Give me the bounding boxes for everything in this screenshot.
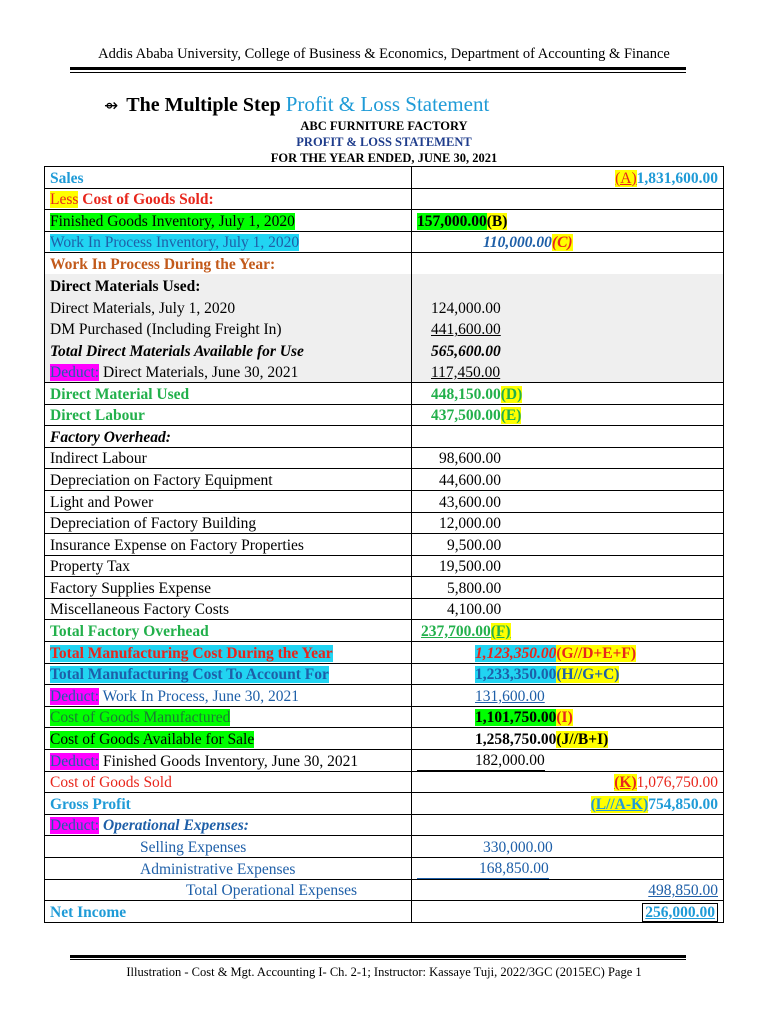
foh-item-label: Miscellaneous Factory Costs <box>50 601 230 619</box>
cogm-value: 1,101,750.00 <box>475 709 557 727</box>
wip-close-label: Work In Process, June 30, 2021 <box>99 687 300 705</box>
row-foh-item <box>45 598 724 620</box>
admin-label: Administrative Expenses <box>140 860 296 878</box>
dl-label: Direct Labour <box>50 407 145 425</box>
wip-close-value: 131,600.00 <box>475 687 545 705</box>
fg-open-tag: (B) <box>486 212 508 230</box>
row-admin <box>45 858 724 880</box>
dm-available-value: 565,600.00 <box>431 342 501 360</box>
statement-name: PROFIT & LOSS STATEMENT <box>296 135 472 149</box>
deduct-label: Deduct: <box>50 363 100 381</box>
row-dm-purchased <box>45 318 724 340</box>
wip-open-label: Work In Process Inventory, July 1, 2020 <box>50 234 300 252</box>
row-gross-profit <box>45 793 724 815</box>
row-foh-head <box>45 426 724 448</box>
row-direct-labour <box>45 404 724 426</box>
dm-used-tag: (D) <box>500 385 523 403</box>
foh-item-value: 44,600.00 <box>439 471 501 489</box>
dl-tag: (E) <box>500 407 522 425</box>
dm-open-label: Direct Materials, July 1, 2020 <box>50 299 236 317</box>
foh-item-value: 5,800.00 <box>447 579 502 597</box>
row-opex-total <box>45 879 724 901</box>
foh-item-label: Depreciation on Factory Equipment <box>50 471 273 489</box>
statement-heading <box>0 118 768 166</box>
cogs-tag: (K) <box>614 774 637 792</box>
cogas-tag: (J//B+I) <box>556 731 609 749</box>
foh-item-label: Depreciation of Factory Building <box>50 515 257 533</box>
header-rule-thin <box>70 72 686 73</box>
dm-used-heading: Direct Materials Used: <box>50 278 201 296</box>
foh-item-value: 4,100.00 <box>447 601 502 619</box>
wip-open-value: 110,000.00 <box>483 234 552 252</box>
cogs-heading: Cost of Goods Sold: <box>78 191 214 209</box>
row-cogs <box>45 771 724 793</box>
row-cogm <box>45 706 724 728</box>
footer-rule <box>70 955 686 958</box>
fg-close-value: 182,000.00 <box>417 752 545 771</box>
statement-period: FOR THE YEAR ENDED, JUNE 30, 2021 <box>270 151 498 165</box>
row-foh-item <box>45 577 724 599</box>
foh-total-tag: (F) <box>490 623 511 641</box>
row-foh-item <box>45 447 724 469</box>
dm-purchased-label: DM Purchased (Including Freight In) <box>50 321 282 339</box>
row-dm-used-head <box>45 274 724 296</box>
row-foh-total <box>45 620 724 642</box>
gross-profit-label: Gross Profit <box>50 795 131 813</box>
row-foh-item <box>45 555 724 577</box>
company-name: ABC FURNITURE FACTORY <box>300 119 468 133</box>
admin-value: 168,850.00 <box>417 860 549 879</box>
document-header: Addis Ababa University, College of Business & Economics, Department of Accounting & Finance <box>98 46 670 62</box>
selling-value: 330,000.00 <box>483 839 553 856</box>
document-footer: Illustration - Cost & Mgt. Accounting I- Ch. 2-1; Instructor: Kassaye Tuji, 2022/3GC (2015EC) Page 1 <box>126 965 642 979</box>
foh-item-label: Indirect Labour <box>50 450 147 468</box>
cogs-label: Cost of Goods Sold <box>50 774 172 792</box>
selling-label: Selling Expenses <box>140 839 247 856</box>
row-fg-open <box>45 210 724 232</box>
foh-item-label: Property Tax <box>50 558 130 576</box>
wip-open-tag: (C) <box>551 234 573 252</box>
foh-item-value: 43,600.00 <box>439 493 501 511</box>
fg-open-value: 157,000.00 <box>417 212 487 230</box>
deduct-label: Deduct: <box>50 817 100 835</box>
opex-total-value: 498,850.00 <box>648 882 718 900</box>
row-dm-close <box>45 361 724 383</box>
row-wip-close <box>45 685 724 707</box>
cogm-label: Cost of Goods Manufactured <box>50 709 231 727</box>
foh-item-value: 19,500.00 <box>439 558 501 576</box>
deduct-label: Deduct: <box>50 687 100 705</box>
opex-heading: Operational Expenses: <box>99 817 249 835</box>
header-rule <box>70 67 686 70</box>
foh-total-label: Total Factory Overhead <box>50 623 209 641</box>
row-dm-open <box>45 296 724 318</box>
dm-available-label: Total Direct Materials Available for Use <box>50 342 304 360</box>
dm-used-label: Direct Material Used <box>50 385 190 403</box>
sales-value: 1,831,600.00 <box>636 169 718 187</box>
fg-open-label: Finished Goods Inventory, July 1, 2020 <box>50 212 295 230</box>
foh-item-value: 9,500.00 <box>447 536 502 554</box>
row-foh-item <box>45 469 724 491</box>
row-wip-open <box>45 231 724 253</box>
row-foh-item <box>45 534 724 556</box>
title-black: The Multiple Step <box>126 94 281 116</box>
dm-close-label: Direct Materials, June 30, 2021 <box>99 363 299 381</box>
dm-open-value: 124,000.00 <box>431 299 501 317</box>
row-dm-used <box>45 382 724 404</box>
net-income-value: 256,000.00 <box>642 903 718 922</box>
cogas-value: 1,258,750.00 <box>475 731 557 749</box>
row-tmc-year <box>45 642 724 664</box>
wip-during-heading: Work In Process During the Year: <box>50 256 276 274</box>
foh-item-label: Light and Power <box>50 493 154 511</box>
foh-total-value: 237,700.00 <box>421 623 491 641</box>
cogas-label: Cost of Goods Available for Sale <box>50 731 255 749</box>
fg-close-label: Finished Goods Inventory, June 30, 2021 <box>99 752 359 770</box>
foh-item-label: Insurance Expense on Factory Properties <box>50 536 304 554</box>
tmc-year-label: Total Manufacturing Cost During the Year <box>50 644 333 662</box>
foh-item-value: 98,600.00 <box>439 450 501 468</box>
row-foh-item <box>45 490 724 512</box>
row-wip-during <box>45 253 724 275</box>
net-income-label: Net Income <box>50 903 127 921</box>
sales-label: Sales <box>50 169 84 187</box>
tmc-year-tag: (G//D+E+F) <box>556 644 637 662</box>
tmc-account-value: 1,233,350.00 <box>475 666 557 684</box>
row-foh-item <box>45 512 724 534</box>
foh-heading: Factory Overhead: <box>50 428 171 446</box>
cogm-tag: (I) <box>556 709 573 727</box>
sales-tag: (A) <box>615 169 637 187</box>
tmc-account-label: Total Manufacturing Cost To Account For <box>50 666 329 684</box>
tmc-year-value: 1,123,350.00 <box>475 644 557 662</box>
row-selling <box>45 836 724 858</box>
row-opex-head <box>45 814 724 836</box>
foh-item-value: 12,000.00 <box>439 515 501 533</box>
dl-value: 437,500.00 <box>431 407 501 425</box>
less-label: Less <box>50 191 79 209</box>
cogs-value: 1,076,750.00 <box>636 774 718 792</box>
title-colored: Profit & Loss Statement <box>285 92 490 116</box>
gross-profit-value: 754,850.00 <box>648 795 718 813</box>
pointing-arrow-icon: ⇴ <box>104 96 119 116</box>
gross-profit-tag: (L//A-K) <box>590 795 649 813</box>
row-fg-close <box>45 750 724 772</box>
foh-item-label: Factory Supplies Expense <box>50 579 212 597</box>
row-cogas <box>45 728 724 750</box>
row-net-income <box>45 901 724 923</box>
row-less-cogs <box>45 188 724 210</box>
profit-loss-table <box>44 166 724 923</box>
dm-close-value: 117,450.00 <box>431 363 501 381</box>
row-sales <box>45 167 724 189</box>
opex-total-label: Total Operational Expenses <box>186 882 358 900</box>
dm-used-value: 448,150.00 <box>431 385 501 403</box>
tmc-account-tag: (H//G+C) <box>556 666 620 684</box>
dm-purchased-value: 441,600.00 <box>431 321 501 339</box>
row-dm-available <box>45 339 724 361</box>
page-title <box>104 92 489 117</box>
footer-rule-thin <box>70 959 686 960</box>
deduct-label: Deduct: <box>50 752 100 770</box>
row-tmc-account <box>45 663 724 685</box>
